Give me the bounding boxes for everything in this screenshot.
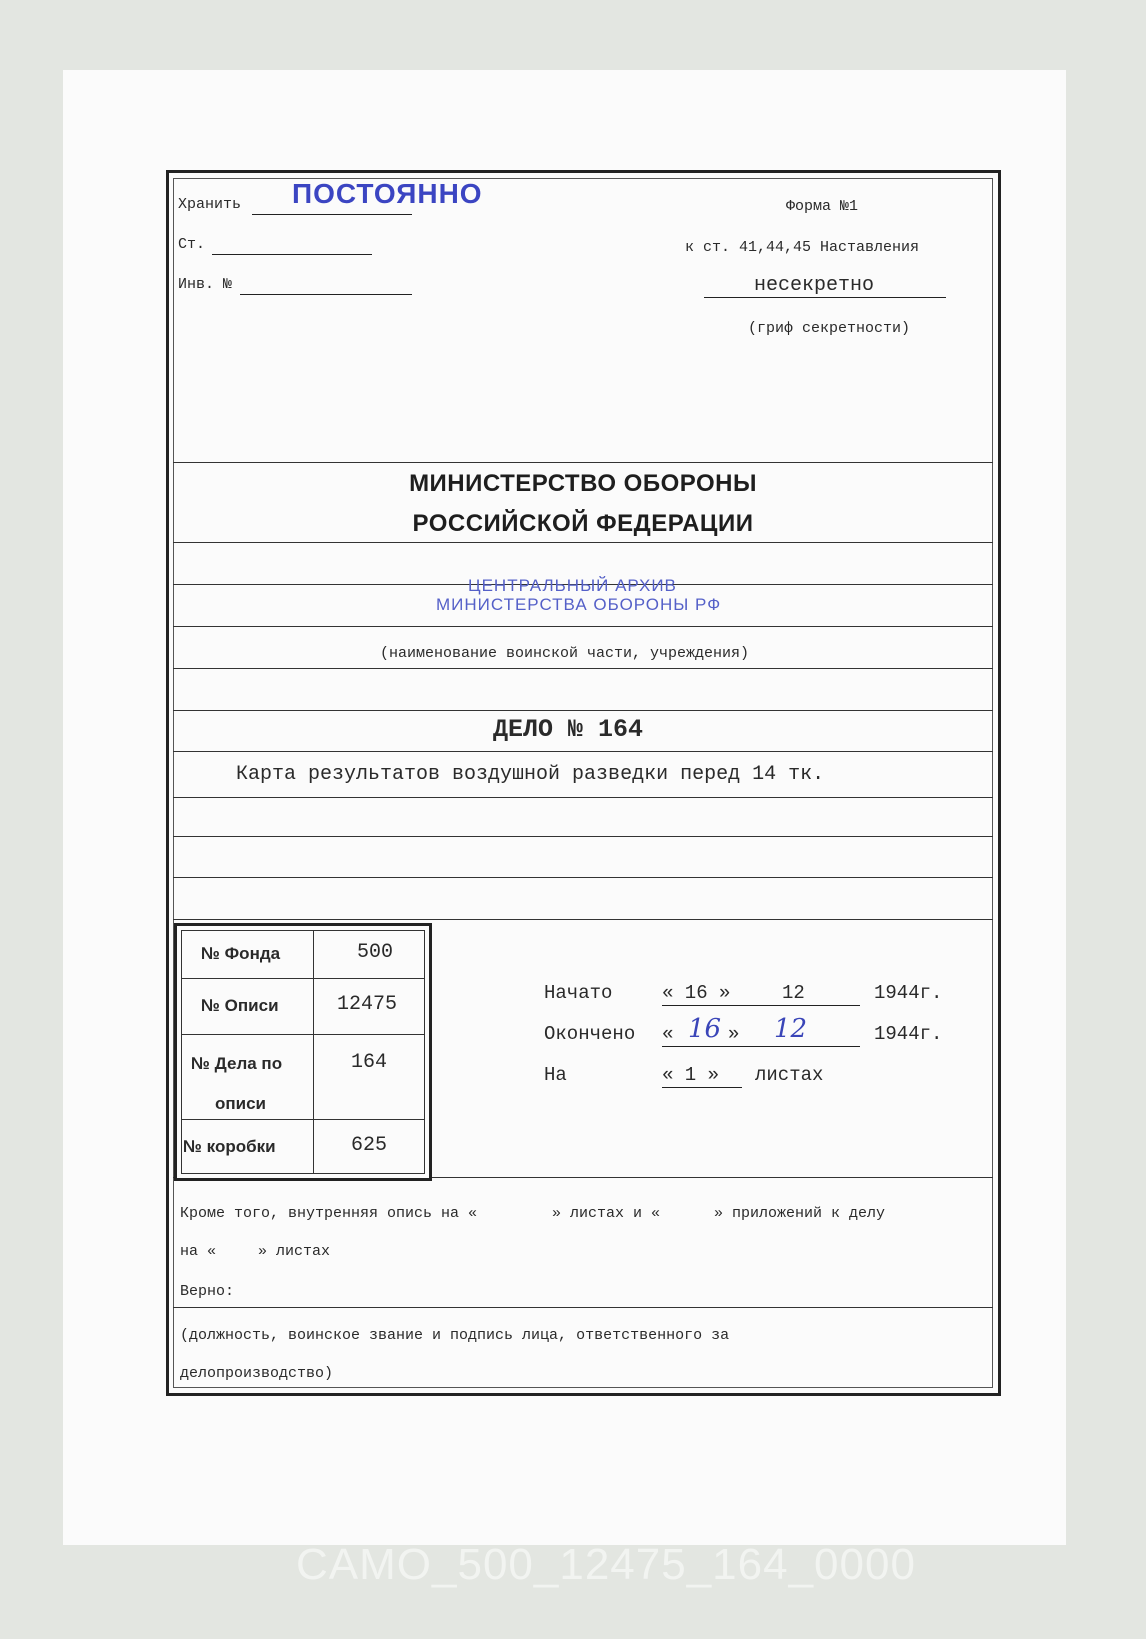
started-day: « 16 » <box>662 982 731 1004</box>
rule <box>173 668 993 669</box>
fund-value: 500 <box>357 941 394 964</box>
inv-label: Инв. № <box>178 276 233 293</box>
form-reference: к ст. 41,44,45 Наставления <box>685 239 920 256</box>
ended-day-handwritten: 16 <box>688 1014 722 1044</box>
rule <box>173 877 993 878</box>
table-row-divider <box>181 1034 425 1035</box>
footer-inventory-text-a: Кроме того, внутренняя опись на « <box>180 1205 478 1222</box>
box-value: 625 <box>351 1134 388 1157</box>
sheets-suffix: листах <box>755 1064 824 1086</box>
ended-year: 1944г. <box>874 1023 943 1045</box>
fund-table <box>174 923 432 1181</box>
store-underline <box>252 214 412 215</box>
permanent-stamp: ПОСТОЯННО <box>292 178 483 209</box>
secrecy-underline <box>704 297 946 298</box>
rule <box>173 710 993 711</box>
responsible-caption-line-2: делопроизводство) <box>180 1365 334 1382</box>
archive-stamp-line-2: МИНИСТЕРСТВА ОБОРОНЫ РФ <box>436 595 722 614</box>
fund-label: № Фонда <box>201 944 281 963</box>
table-row-divider <box>181 1119 425 1120</box>
verified-label: Верно: <box>180 1283 235 1300</box>
inv-underline <box>240 294 412 295</box>
sheets-label: На <box>544 1064 567 1086</box>
rule <box>173 1307 993 1308</box>
inventory-label: № Описи <box>201 996 279 1015</box>
unit-caption: (наименование воинской части, учреждения) <box>380 645 750 662</box>
footer-inventory-text-c: » приложений к делу <box>714 1205 886 1222</box>
st-underline <box>212 254 372 255</box>
ended-label: Окончено <box>544 1023 636 1045</box>
started-month: 12 <box>782 982 805 1004</box>
case-number-label-line-2: описи <box>215 1094 267 1113</box>
ended-close-quote: » <box>728 1023 740 1045</box>
form-number: Форма №1 <box>786 198 859 215</box>
footer-sheets-text-a: на « <box>180 1243 217 1260</box>
case-number-value: 164 <box>351 1051 388 1074</box>
table-divider <box>313 930 314 1174</box>
secrecy-value: несекретно <box>754 274 875 297</box>
archive-stamp-line-1: ЦЕНТРАЛЬНЫЙ АРХИВ <box>468 576 677 595</box>
sheets-value: « 1 » <box>662 1064 720 1086</box>
case-number-label-line-1: № Дела по <box>191 1054 283 1073</box>
rule <box>173 836 993 837</box>
case-description: Карта результатов воздушной разведки перед 14 тк. <box>236 763 825 786</box>
started-underline <box>662 1005 860 1006</box>
rule <box>173 626 993 627</box>
table-row-divider <box>181 978 425 979</box>
box-label: № коробки <box>183 1137 276 1156</box>
ministry-line-2: РОССИЙСКОЙ ФЕДЕРАЦИИ <box>412 510 754 537</box>
ended-month-handwritten: 12 <box>774 1014 808 1044</box>
ministry-line-1: МИНИСТЕРСТВО ОБОРОНЫ <box>409 470 757 497</box>
started-year: 1944г. <box>874 982 943 1004</box>
responsible-caption-line-1: (должность, воинское звание и подпись лица, ответственного за <box>180 1327 730 1344</box>
ended-open-quote: « <box>662 1023 674 1045</box>
rule <box>173 542 993 543</box>
footer-inventory-text-b: » листах и « <box>552 1205 661 1222</box>
secrecy-caption: (гриф секретности) <box>748 320 911 337</box>
footer-sheets-text-b: » листах <box>258 1243 331 1260</box>
rule <box>173 462 993 463</box>
started-label: Начато <box>544 982 613 1004</box>
st-label: Ст. <box>178 236 206 253</box>
ended-underline <box>662 1046 860 1047</box>
rule <box>173 751 993 752</box>
inventory-value: 12475 <box>337 993 398 1016</box>
store-label: Хранить <box>178 196 242 213</box>
rule <box>173 797 993 798</box>
rule <box>173 919 993 920</box>
sheets-underline <box>662 1087 742 1088</box>
case-title: ДЕЛО № 164 <box>493 715 644 744</box>
archive-watermark: CAMO_500_12475_164_0000 <box>296 1540 916 1589</box>
